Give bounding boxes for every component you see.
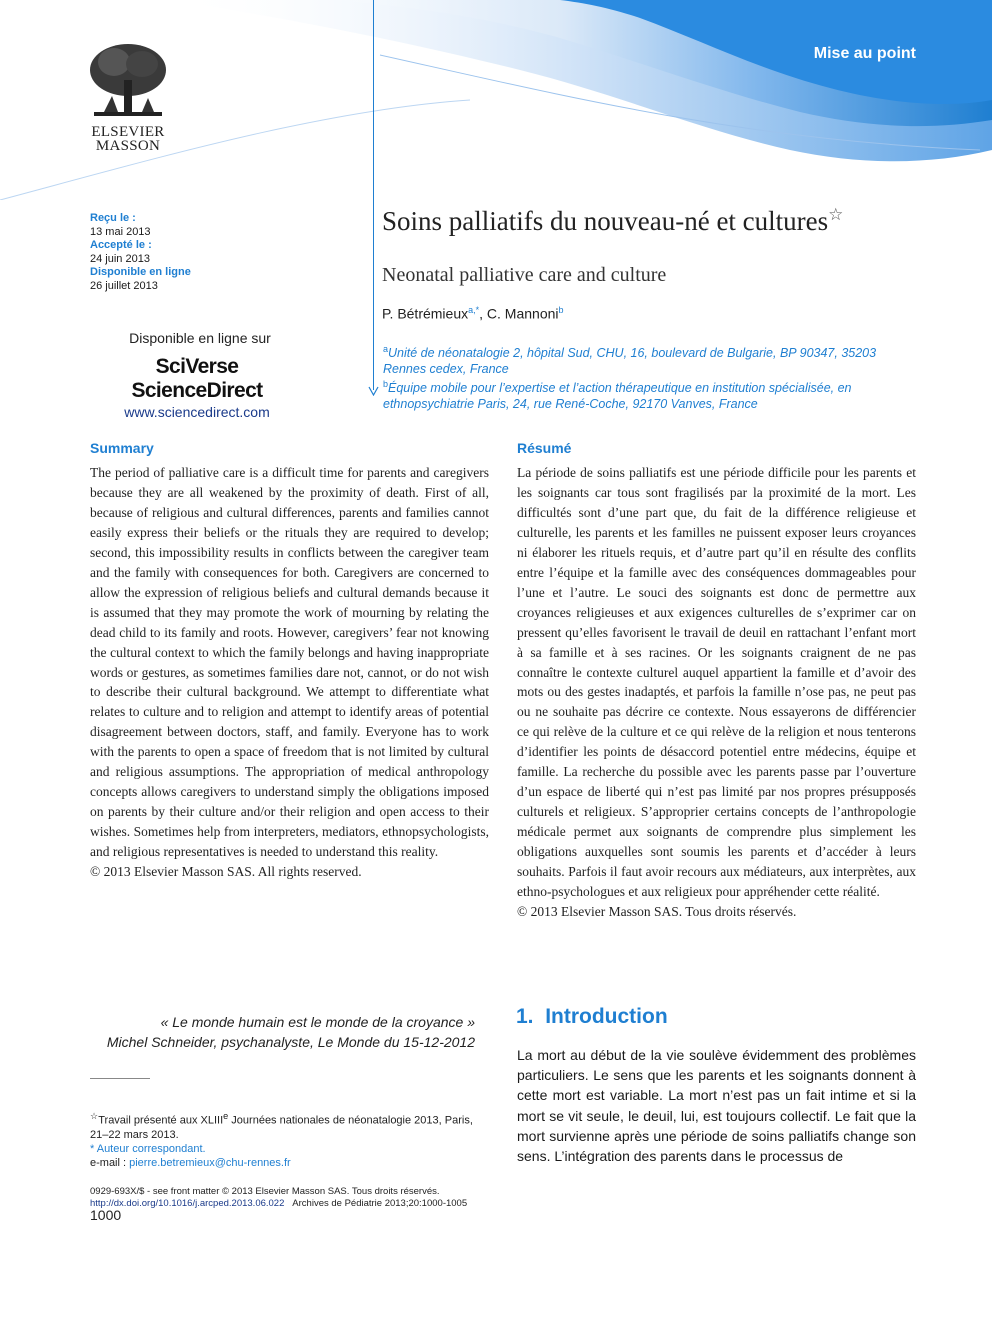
author-affil-link[interactable]: a,* xyxy=(468,305,480,315)
publication-info xyxy=(90,1186,510,1210)
resume-copyright: © 2013 Elsevier Masson SAS. Tous droits réservés. xyxy=(517,903,797,919)
affiliation-b-text: Équipe mobile pour l’expertise et l’action thérapeutique en institution spécialisée, en ethnopsychiatrie Paris, 24, rue René-Coche, 92170 Vanves, France xyxy=(383,381,852,411)
online-label: Disponible en ligne xyxy=(90,266,191,278)
doi-link[interactable]: http://dx.doi.org/10.1016/j.arcped.2013.06.022 xyxy=(90,1198,285,1209)
article-title xyxy=(382,205,843,237)
logo-text-line2: MASSON xyxy=(95,138,161,154)
article-dates xyxy=(90,212,191,293)
star-footnote xyxy=(90,1109,490,1142)
epigraph-quote xyxy=(90,1012,475,1052)
section-label: Mise au point xyxy=(813,45,916,62)
author-name: P. Bétrémieux xyxy=(382,305,469,322)
author-name: C. Mannoni xyxy=(486,305,559,322)
section-title: Introduction xyxy=(545,1005,668,1028)
footnotes xyxy=(90,1109,490,1170)
corresponding-author-note: * Auteur correspondant. xyxy=(90,1142,206,1155)
affiliation-b-mark: b xyxy=(383,379,389,390)
tree-icon xyxy=(84,40,172,120)
quote-attribution: Michel Schneider, psychanalyste, Le Monde du 15-12-2012 xyxy=(106,1034,475,1050)
summary-copyright: © 2013 Elsevier Masson SAS. All rights reserved. xyxy=(90,864,362,880)
author-separator: , xyxy=(479,305,487,322)
email-link[interactable]: pierre.betremieux@chu-rennes.fr xyxy=(129,1156,291,1169)
resume-paragraph: La période de soins palliatifs est une période difficile pour les parents et les soignants car tous sont fragilisés par la proximité de la mort. Les difficultés sont d’une part que, du fait de la différence religieuse et culturelle, les parents et les familles ne puissent exposer leurs croyances ni élaborer les rituels requis, et d’autre part qu’il en résulte des conflits entre l’équipe et la famille avec des conséquences dommageables pour l’une et l’autre. Le souci des soignants est donc de permettre aux croyances religieuses et aux exigences culturelles de s’exprimer car on pressent qu’elles favorisent le travail de deuil en rattachant l’enfant mort à sa famille et à ses racines. Or les soignants craignent de ne pas connaître le contexte culturel auquel appartient la famille et d’avoir des mots ou des gestes inadaptés, et parfois la famille n’ose pas, ne peut pas ou ne souhaite pas décrire ce contexte. Nous essayerons de différencier ce qui relève de la culture et ce qui relève de la religion et nous tenterons d’identifier les points de désaccord potentiel entre médecins, équipe et famille. La recherche du possible avec les parents passe par l’ouverture d’un espace de liberté qui n’est pas limité par nos propres présupposés culturels et religieux. S’approprier certains concepts de l’anthropologie médicale permet aux soignants de comprendre plus simplement les obligations auxquelles sont soumis les parents et d’accéder à leurs souhaits. Parfois il faut avoir recours aux médiateurs, aux interprètes, aux ethno-psychologues et aux religieux pour appréhender cette réalité. xyxy=(517,465,916,900)
affiliation-a-text: Unité de néonatalogie 2, hôpital Sud, CHU, 16, boulevard de Bulgarie, BP 90347, 35203 Rennes cedex, France xyxy=(383,346,877,376)
publisher-logo xyxy=(84,40,172,153)
logo-text-line1: ELSEVIER xyxy=(91,124,165,140)
affiliation-a xyxy=(383,342,903,377)
title-text: Soins palliatifs du nouveau-né et cultures xyxy=(382,206,829,236)
affiliation-a-mark: a xyxy=(383,344,389,354)
sciencedirect-logo: SciVerse ScienceDirect xyxy=(131,355,263,402)
footnote-text: Travail présenté aux XLIII xyxy=(98,1114,224,1127)
introduction-paragraph: La mort au début de la vie soulève évidemment des problèmes particuliers. Le sens que les parents et les soignants donnent à cette mort est variable. La mort n’est pas un fait intime et si la mort se vit seule, le deuil, lui, est toujours collectif. Le fait que la mort survienne après une période de soins palliatifs change son sens. L’intégration des parents dans le processus de xyxy=(517,1047,916,1165)
vertical-rule xyxy=(373,0,374,390)
footnote-ordinal: e xyxy=(223,1111,229,1121)
online-date: 26 juillet 2013 xyxy=(90,279,158,292)
introduction-heading xyxy=(516,1005,668,1029)
star-footnote-mark[interactable]: ☆ xyxy=(828,205,844,224)
doi-line xyxy=(90,1198,510,1210)
author-list xyxy=(382,305,564,322)
affiliation-b xyxy=(383,377,903,412)
resume-body xyxy=(517,463,916,922)
summary-body xyxy=(90,463,489,882)
summary-heading: Summary xyxy=(90,440,154,456)
sciencedirect-block xyxy=(88,330,306,420)
arrow-down-icon xyxy=(368,386,379,396)
quote-line: « Le monde humain est le monde de la croyance » xyxy=(160,1014,475,1030)
issn-line: 0929-693X/$ - see front matter © 2013 Elsevier Masson SAS. Tous droits réservés. xyxy=(90,1186,440,1197)
footnote-divider xyxy=(90,1078,150,1079)
received-label: Reçu le : xyxy=(90,212,136,224)
author-affil-link[interactable]: b xyxy=(558,305,564,315)
accepted-date: 24 juin 2013 xyxy=(90,252,150,265)
article-subtitle: Neonatal palliative care and culture xyxy=(382,264,667,286)
affiliations xyxy=(383,342,903,412)
page-number: 1000 xyxy=(90,1207,122,1223)
journal-citation: Archives de Pédiatrie 2013;20:1000-1005 xyxy=(292,1198,468,1209)
sciencedirect-link[interactable]: www.sciencedirect.com xyxy=(124,404,270,420)
available-online-text: Disponible en ligne sur xyxy=(129,330,271,346)
received-date: 13 mai 2013 xyxy=(90,225,151,238)
accepted-label: Accepté le : xyxy=(90,239,152,251)
section-number: 1. xyxy=(516,1005,534,1028)
footnote-star-mark: ☆ xyxy=(90,1111,99,1121)
summary-paragraph: The period of palliative care is a difficult time for parents and caregivers because they are all weakened by the proximity of death. First of all, because of religious and cultural differences, parents and families cannot easily express their beliefs or the rituals they are required to develop; second, this impossibility results in conflicts between the caregiver team and the family with consequences for both. Caregivers are concerned to allow the expression of religious beliefs and cultural demands because it is assumed that they may promote the work of mourning by relating the dead child to its family and roots. However, caregivers’ fear not knowing the cultural context to which the family belongs and having inappropriate words or gestures, as sometimes families dare not, cannot, or do not wish to describe their cultural background. We attempt to differentiate what relates to culture and to religion and attempt to identify areas of potential disagreement between doctors, staff, and family. Everyone has to work with the parents to open a space of freedom that is not limited by cultural and religious assumptions. The appropriation of medical anthropology concepts allows caregivers to understand simply the obligations imposed on parents by their culture and/or their religion and open access to their wishes. Sometimes help from interpreters, mediators, ethnopsychologists, and religious representatives is needed to understand this reality. xyxy=(90,465,489,860)
footnote-text: Journées nationales de néonatalogie 2013, Paris, 21–22 mars 2013. xyxy=(90,1114,473,1141)
email-label: e-mail : xyxy=(90,1156,130,1169)
resume-heading: Résumé xyxy=(517,440,572,456)
email-line xyxy=(90,1156,490,1170)
